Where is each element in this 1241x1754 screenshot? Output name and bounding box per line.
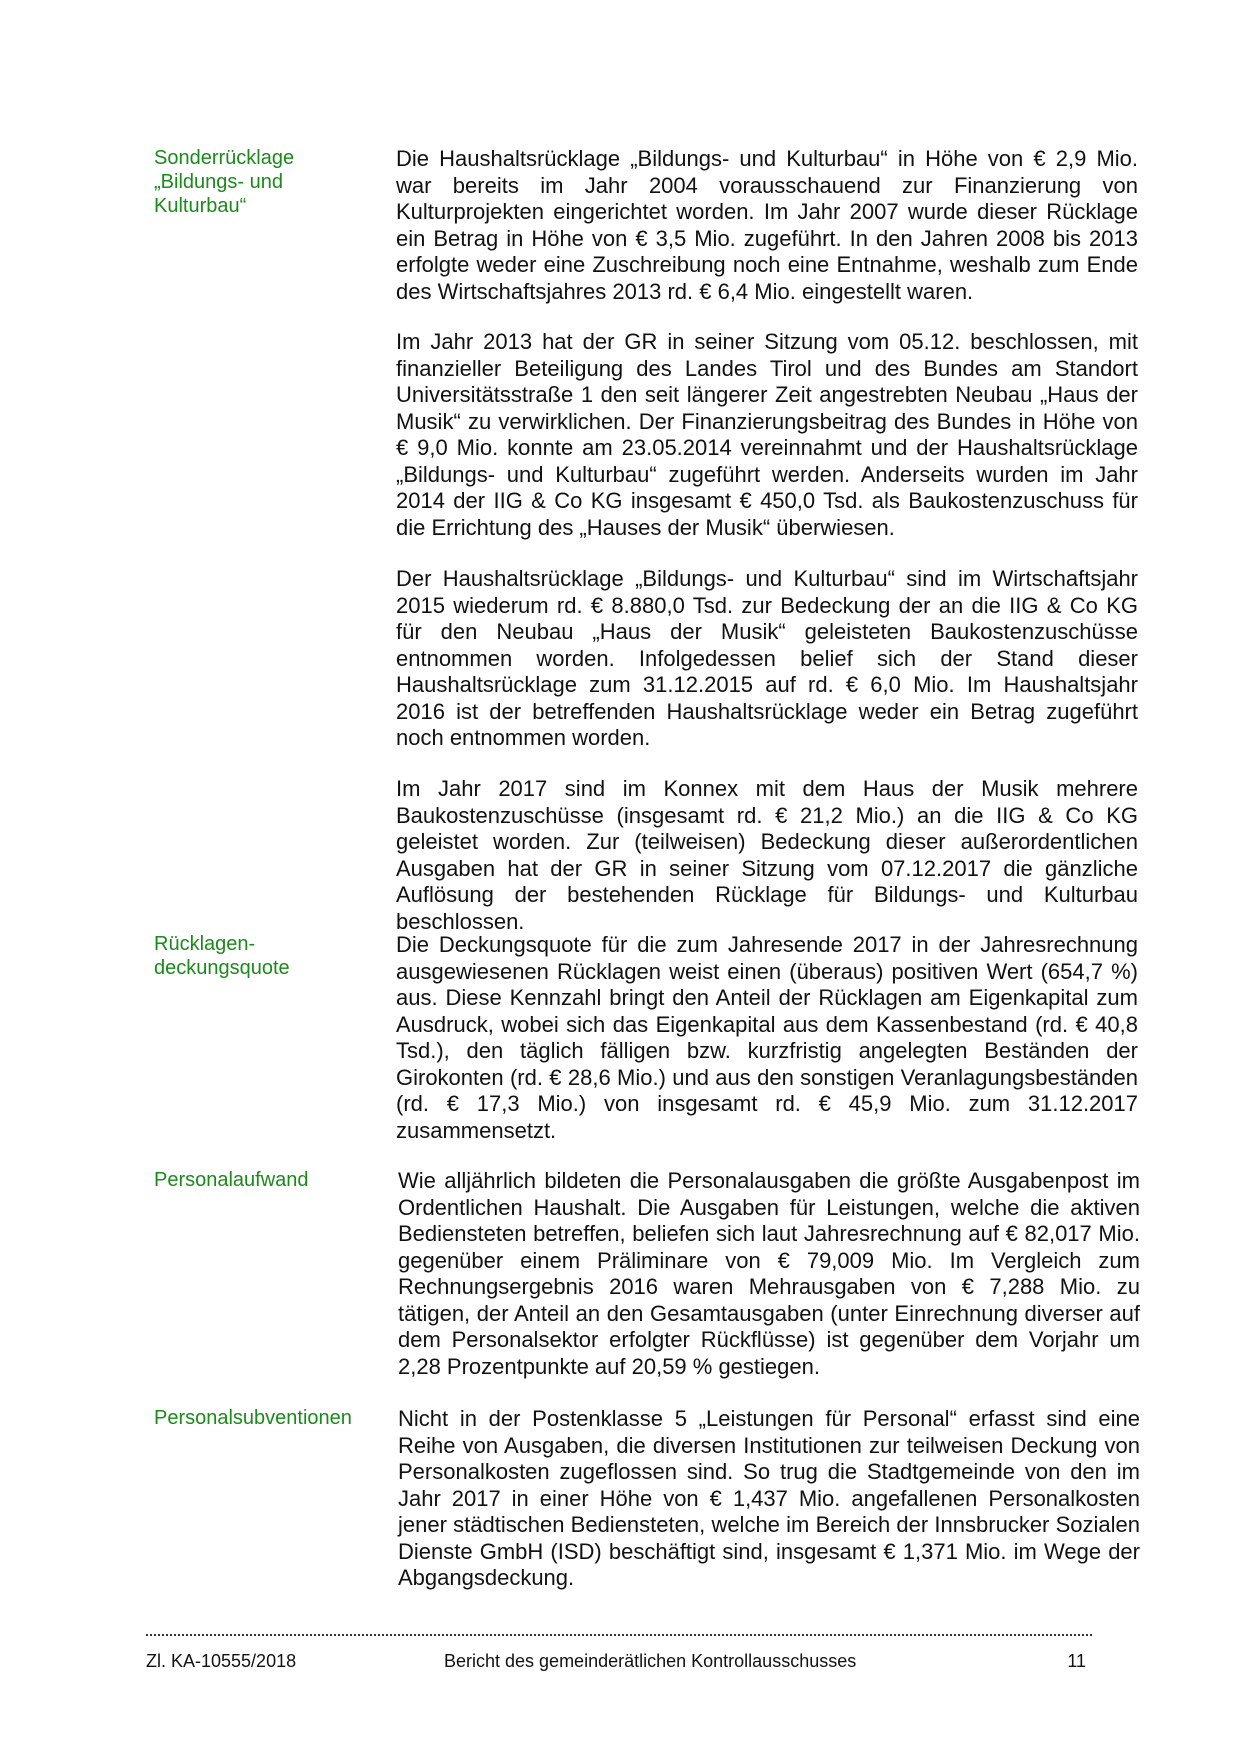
section-body [398,1406,1140,1592]
paragraph: Im Jahr 2017 sind im Konnex mit dem Haus der Musik mehrere Baukostenzuschüsse (insgesamt rd. € 21,2 Mio.) an die IIG & Co KG geleistet worden. Zur (teilweisen) Bedeckung dieser außerordentlichen Ausgaben hat der GR in seiner Sitzung vom 07.12.2017 die gänzliche Auflösung der bestehenden Rücklage für Bildungs- und Kulturbau beschlossen. [396,776,1138,934]
paragraph: Die Haushaltsrücklage „Bildungs- und Kulturbau“ in Höhe von € 2,9 Mio. war bereits im Jahr 2004 vorausschauend zur Finanzierung von Kulturprojekten eingerichtet worden. Im Jahr 2007 wurde dieser Rücklage ein Betrag in Höhe von € 3,5 Mio. zugeführt. In den Jahren 2008 bis 2013 erfolgte weder eine Zuschreibung noch eine Entnahme, weshalb zum Ende des Wirtschaftsjahres 2013 rd. € 6,4 Mio. eingestellt waren. [396,146,1138,304]
page-footer [146,1650,1092,1676]
paragraph: Der Haushaltsrücklage „Bildungs- und Kulturbau“ sind im Wirtschaftsjahr 2015 wiederum rd. € 8.880,0 Tsd. zur Bedeckung der an die IIG & Co KG für den Neubau „Haus der Musik“ geleisteten Baukostenzuschüsse entnommen worden. Infolgedessen belief sich der Stand dieser Haushaltsrücklage zum 31.12.2015 auf rd. € 6,0 Mio. Im Haushaltsjahr 2016 ist der betreffenden Haushaltsrücklage weder ein Betrag zugeführt noch entnommen worden. [396,566,1138,750]
paragraph: Nicht in der Postenklasse 5 „Leistungen für Personal“ erfasst sind eine Reihe von Ausgaben, die diversen Institutionen zur teilweisen Deckung von Personalkosten zugeflossen sind. So trug die Stadtgemeinde von den im Jahr 2017 in einer Höhe von € 1,437 Mio. angefallenen Personalkosten jener städtischen Bediensteten, welche im Bereich der Innsbrucker Sozialen Dienste GmbH (ISD) beschäftigt sind, insgesamt € 1,371 Mio. im Wege der Abgangsdeckung. [398,1406,1140,1590]
section-label: Rücklagen- deckungsquote [154,933,290,979]
section-label: Sonderrücklage „Bildungs- und Kulturbau“ [154,147,295,217]
footer-divider [146,1634,1092,1636]
paragraph: Die Deckungsquote für die zum Jahresende 2017 in der Jahresrechnung ausgewiesenen Rücklagen weist einen (überaus) positiven Wert (654,7 %) aus. Diese Kennzahl bringt den Anteil der Rücklagen am Eigenkapital zum Ausdruck, wobei sich das Eigenkapital aus dem Kassenbestand (rd. € 40,8 Tsd.), den täglich fälligen bzw. kurzfristig angelegten Beständen der Girokonten (rd. € 28,6 Mio.) und aus den sonstigen Veranlagungsbeständen (rd. € 17,3 Mio.) von insgesamt rd. € 45,9 Mio. zum 31.12.2017 zusammensetzt. [396,932,1138,1143]
section-label: Personalaufwand [154,1169,309,1191]
page-number: 11 [1067,1651,1086,1671]
paragraph: Wie alljährlich bildeten die Personalausgaben die größte Ausgabenpost im Ordentlichen Haushalt. Die Ausgaben für Leistungen, welche die aktiven Bediensteten betreffen, beliefen sich laut Jahresrechnung auf € 82,017 Mio. gegenüber einem Präliminare von € 79,009 Mio. Im Vergleich zum Rechnungsergebnis 2016 waren Mehrausgaben von € 7,288 Mio. zu tätigen, der Anteil an den Gesamtausgaben (unter Einrechnung diverser auf dem Personalsektor erfolgter Rückflüsse) ist gegenüber dem Vorjahr um 2,28 Prozentpunkte auf 20,59 % gestiegen. [398,1168,1140,1379]
section-label: Personalsubventionen [154,1407,352,1429]
section-body [398,1168,1140,1380]
section-body [396,932,1138,1144]
document-reference: Zl. KA-10555/2018 [146,1651,297,1671]
paragraph: Im Jahr 2013 hat der GR in seiner Sitzung vom 05.12. beschlossen, mit finanzieller Beteiligung des Landes Tirol und des Bundes am Standort Universitätsstraße 1 den seit längerer Zeit angestrebten Neubau „Haus der Musik“ zu verwirklichen. Der Finanzierungsbeitrag des Bundes in Höhe von € 9,0 Mio. konnte am 23.05.2014 vereinnahmt und der Haushaltsrücklage „Bildungs- und Kulturbau“ zugeführt werden. Anderseits wurden im Jahr 2014 der IIG & Co KG insgesamt € 450,0 Tsd. als Baukostenzuschuss für die Errichtung des „Hauses der Musik“ überwiesen. [396,329,1138,540]
report-title: Bericht des gemeinderätlichen Kontrollausschusses [444,1651,857,1671]
